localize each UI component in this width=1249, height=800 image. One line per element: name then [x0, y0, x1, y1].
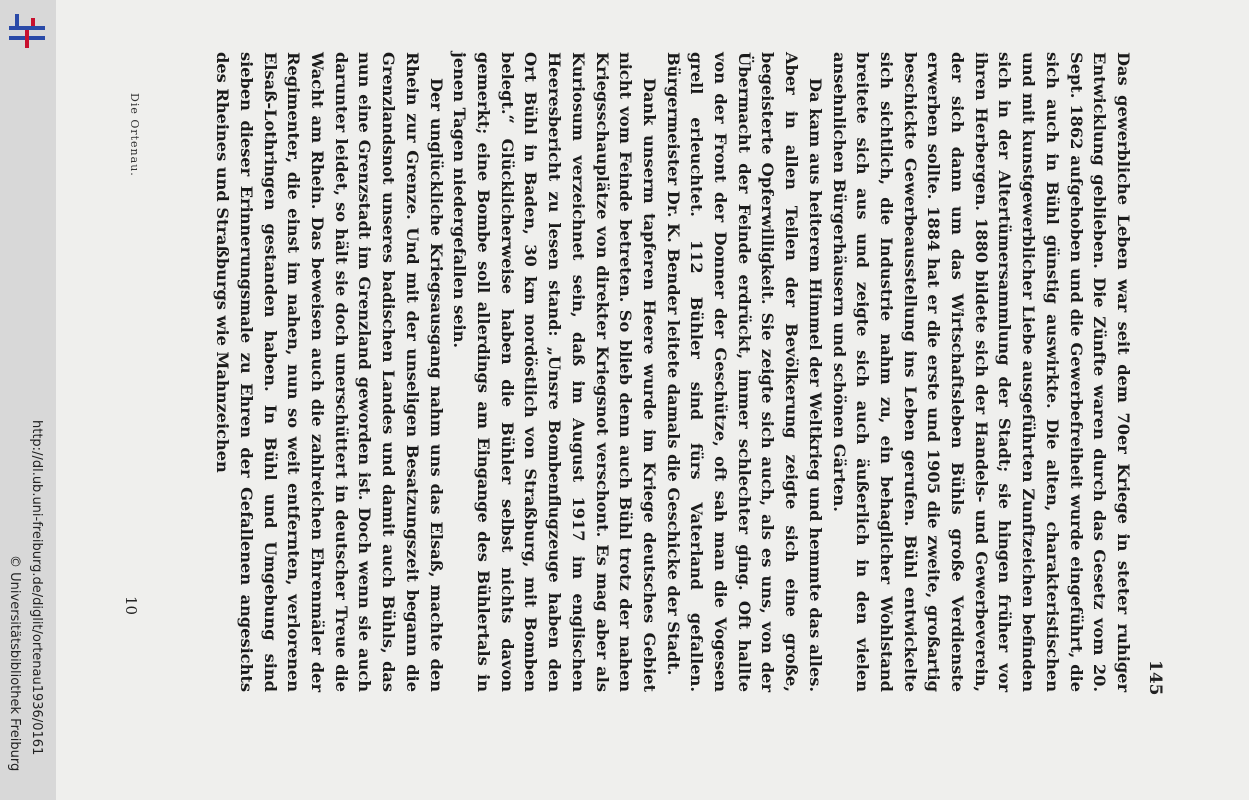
paragraph-4: Der unglückliche Kriegsausgang nahm uns das Elsaß, machte den Rhein zur Grenze. Und mit der unseligen Besatzungszeit begann die Grenzlandsnot unseres badischen Landes und damit auch Bühls, das nun eine Grenzstadt im Grenzland geworden ist. Doch wenn sie auch darunter leidet, so hält sie doch unerschüttert in deutscher Treue die Wacht am Rhein. Das beweisen auch die zahlreichen Ehrenmäler der Regimenter, die einst im nahen, nun so weit entfernten, verlorenen Elsaß-Lothringen gestanden haben. In Bühl und Umgebung sind sieben dieser Erinnerungsmale zu Ehren der Gefallenen angesichts des Rheines und Straßburgs wie Mahnzeichen: [213, 52, 446, 692]
paragraph-1: Das gewerbliche Leben war seit dem 70er Kriege in steter ruhiger Entwicklung geblieben. Die Zünfte waren durch das Gesetz vom 20. Sept. 1862 aufgehoben und die Gewerbefreiheit wurde eingeführt, die sich auch in Bühl günstig auswirkte. Die alten, charakteristischen und mit kunstgewerblicher Liebe ausgeführten Zunftzeichen befinden sich in der Altertümersammlung der Stadt; sie hingen früher vor ihren Herbergen. 1880 bildete sich der Handels- und Gewerbeverein, der sich dann um das Wirtschaftsleben Bühls große Verdienste erwerben sollte. 1884 hat er die erste und 1905 die zweite, großartig beschickte Gewerbeausstellung ins Leben gerufen. Bühl entwickelte sich sichtlich, die Industrie nahm zu, ein behaglicher Wohlstand breitete sich aus und zeigte sich auch äußerlich in den vielen ansehnlichen Bürgerhäusern und schönen Gärten.: [829, 52, 1133, 692]
copyright-notice: © Universitätsbibliothek Freiburg: [7, 555, 22, 772]
paragraph-3: Dank unserm tapferen Heere wurde im Kriege deutsches Gebiet nicht vom Feinde betreten. So blieb denn auch Bühl trotz der nahen Kriegsschauplätze von direkter Kriegsnot verschont. Es mag aber als Kuriosum verzeichnet sein, daß im August 1917 im englischen Heeresbericht zu lesen stand: „Unsre Bombenflugzeuge haben den Ort Bühl in Baden, 30 km nordöstlich von Straßburg, mit Bomben belegt.“ Glücklicherweise haben die Bühler selbst nichts davon gemerkt; eine Bombe soll allerdings am Eingange des Bühlertals in jenen Tagen niedergefallen sein.: [450, 52, 659, 692]
page-number: 145: [1145, 660, 1165, 696]
signature-mark: Die Ortenau.: [128, 93, 141, 177]
paragraph-2: Da kam aus heiterem Himmel der Weltkrieg und hemmte das alles. Aber in allen Teilen der Bevölkerung zeigte sich eine große, begeisterte Opferwilligkeit. Sie zeigte sich auch, als es uns, von der Übermacht der Feinde erdrückt, immer schlechter ging. Oft hallte von der Front der Donner der Geschütze, oft sah man die Vogesen grell erleuchtet. 112 Bühler sind fürs Vaterland gefallen. Bürgermeister Dr. K. Bender leitete damals die Geschicke der Stadt.: [663, 52, 825, 692]
page-text-block: [211, 52, 1135, 692]
viewer-sidebar: [0, 0, 56, 800]
source-url[interactable]: http://dl.ub.uni-freiburg.de/diglit/ortenau1936/0161: [29, 420, 44, 756]
signature-number: 10: [122, 596, 140, 616]
